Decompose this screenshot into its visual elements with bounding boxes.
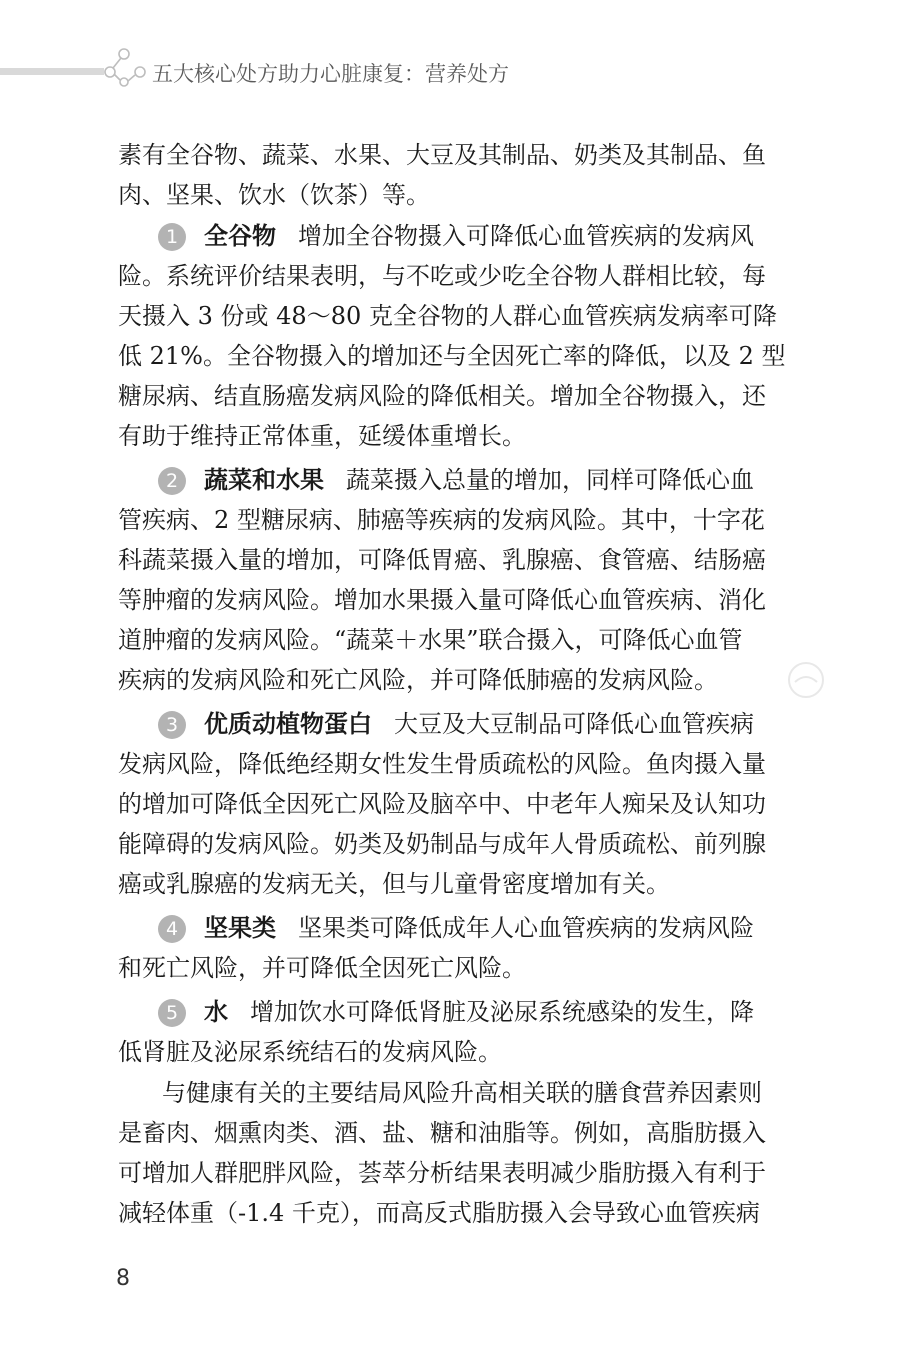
item-text: 糖尿病、结直肠癌发病风险的降低相关。增加全谷物摄入，还	[118, 382, 766, 410]
item-text: 能障碍的发病风险。奶类及奶制品与成年人骨质疏松、前列腺	[118, 830, 766, 858]
number-badge: 3	[158, 711, 186, 739]
item-text: 的增加可降低全因死亡风险及脑卒中、中老年人痴呆及认知功	[118, 790, 766, 818]
item-heading-line	[158, 997, 808, 1027]
intro-line: 素有全谷物、蔬菜、水果、大豆及其制品、奶类及其制品、鱼	[118, 141, 766, 169]
item-text: 低 21%。全谷物摄入的增加还与全因死亡率的降低，以及 2 型	[118, 342, 786, 370]
intro-line: 肉、坚果、饮水（饮茶）等。	[118, 181, 430, 209]
item-heading-line	[158, 221, 808, 251]
item-heading: 全谷物	[204, 222, 276, 250]
item-text: 癌或乳腺癌的发病无关，但与儿童骨密度增加有关。	[118, 870, 670, 898]
item-text: 有助于维持正常体重，延缓体重增长。	[118, 422, 526, 450]
item-text: 增加饮水可降低肾脏及泌尿系统感染的发生，降	[250, 998, 754, 1026]
item-text: 低肾脏及泌尿系统结石的发病风险。	[118, 1038, 502, 1066]
item-text: 科蔬菜摄入量的增加，可降低胃癌、乳腺癌、食管癌、结肠癌	[118, 546, 766, 574]
item-text: 坚果类可降低成年人心血管疾病的发病风险	[298, 914, 754, 942]
item-heading: 坚果类	[204, 914, 276, 942]
closing-text: 减轻体重（-1.4 千克），而高反式脂肪摄入会导致心血管疾病	[118, 1199, 760, 1227]
item-heading-line	[158, 709, 808, 739]
running-header: 五大核心处方助力心脏康复：营养处方	[152, 62, 509, 86]
item-text: 增加全谷物摄入可降低心血管疾病的发病风	[298, 222, 754, 250]
item-heading-line	[158, 465, 808, 495]
item-text: 疾病的发病风险和死亡风险，并可降低肺癌的发病风险。	[118, 666, 718, 694]
item-heading: 水	[204, 998, 228, 1026]
watermark-icon	[786, 660, 826, 700]
item-text: 管疾病、2 型糖尿病、肺癌等疾病的发病风险。其中，十字花	[118, 506, 765, 534]
item-text: 发病风险，降低绝经期女性发生骨质疏松的风险。鱼肉摄入量	[118, 750, 766, 778]
molecule-icon	[100, 44, 150, 90]
number-badge: 4	[158, 915, 186, 943]
item-text: 等肿瘤的发病风险。增加水果摄入量可降低心血管疾病、消化	[118, 586, 766, 614]
header-bar	[0, 68, 104, 75]
item-heading-line	[158, 913, 808, 943]
page-number: 8	[116, 1266, 130, 1291]
item-text: 险。系统评价结果表明，与不吃或少吃全谷物人群相比较，每	[118, 262, 766, 290]
item-heading: 优质动植物蛋白	[204, 710, 372, 738]
item-text: 和死亡风险，并可降低全因死亡风险。	[118, 954, 526, 982]
closing-text: 可增加人群肥胖风险，荟萃分析结果表明减少脂肪摄入有利于	[118, 1159, 766, 1187]
item-text: 蔬菜摄入总量的增加，同样可降低心血	[346, 466, 754, 494]
closing-text: 与健康有关的主要结局风险升高相关联的膳食营养因素则	[162, 1079, 762, 1107]
closing-text: 是畜肉、烟熏肉类、酒、盐、糖和油脂等。例如，高脂肪摄入	[118, 1119, 766, 1147]
number-badge: 2	[158, 467, 186, 495]
item-text: 大豆及大豆制品可降低心血管疾病	[394, 710, 754, 738]
number-badge: 5	[158, 999, 186, 1027]
item-text: 天摄入 3 份或 48～80 克全谷物的人群心血管疾病发病率可降	[118, 302, 777, 330]
item-text: 道肿瘤的发病风险。“蔬菜＋水果”联合摄入，可降低心血管	[118, 626, 743, 654]
item-heading: 蔬菜和水果	[204, 466, 324, 494]
number-badge: 1	[158, 223, 186, 251]
